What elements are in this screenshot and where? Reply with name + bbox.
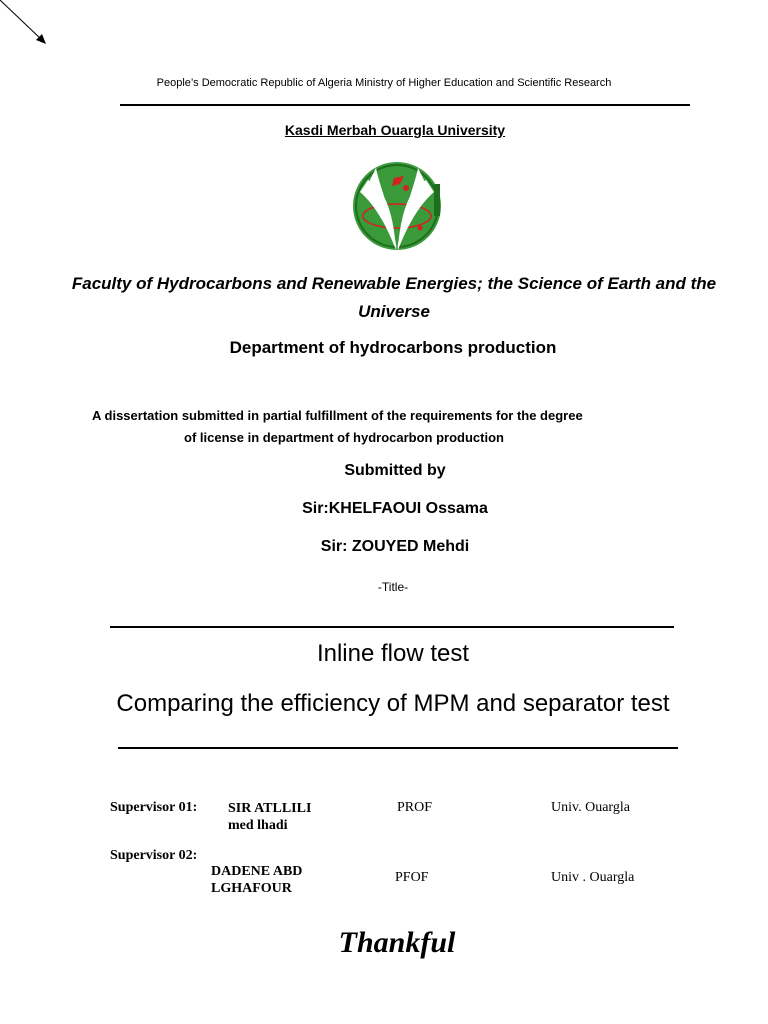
supervisor-label: Supervisor 01: bbox=[110, 800, 198, 815]
supervisor-affiliation: Univ . Ouargla bbox=[551, 870, 635, 885]
title-caption: -Title- bbox=[377, 580, 409, 594]
header-divider bbox=[120, 104, 690, 106]
supervisor-grade: PROF bbox=[397, 800, 433, 815]
dissertation-statement-line2: of license in department of hydrocarbon production bbox=[184, 430, 504, 445]
supervisor-name-line2: LGHAFOUR bbox=[211, 881, 292, 896]
supervisor-name-line1: SIR ATLLILI bbox=[228, 801, 312, 816]
department-name: Department of hydrocarbons production bbox=[229, 338, 557, 357]
author-name: Sir:KHELFAOUI Ossama bbox=[302, 500, 488, 517]
ministry-header: People’s Democratic Republic of Algeria Ministry of Higher Education and Scientific Research bbox=[156, 77, 612, 89]
corner-arrow-icon bbox=[0, 0, 60, 60]
closing-heading: Thankful bbox=[338, 926, 456, 959]
faculty-name: Faculty of Hydrocarbons and Renewable Energies; the Science of Earth and the Universe bbox=[71, 274, 717, 321]
supervisor-label: Supervisor 02: bbox=[110, 848, 198, 863]
submitted-by-label: Submitted by bbox=[344, 462, 446, 479]
title-top-divider bbox=[110, 626, 674, 628]
title-bottom-divider bbox=[118, 747, 678, 749]
supervisor-affiliation: Univ. Ouargla bbox=[551, 800, 630, 815]
author-name: Sir: ZOUYED Mehdi bbox=[320, 538, 470, 555]
supervisor-grade: PFOF bbox=[395, 870, 429, 885]
dissertation-statement-line1: A dissertation submitted in partial fulfillment of the requirements for the degree bbox=[92, 408, 583, 423]
university-logo bbox=[346, 158, 450, 254]
supervisor-name-line1: DADENE ABD bbox=[211, 864, 303, 879]
thesis-subtitle: Comparing the efficiency of MPM and separator test bbox=[116, 690, 670, 717]
supervisor-name-line2: med lhadi bbox=[228, 818, 288, 833]
university-name: Kasdi Merbah Ouargla University bbox=[284, 122, 506, 138]
thesis-title: Inline flow test bbox=[316, 640, 470, 667]
